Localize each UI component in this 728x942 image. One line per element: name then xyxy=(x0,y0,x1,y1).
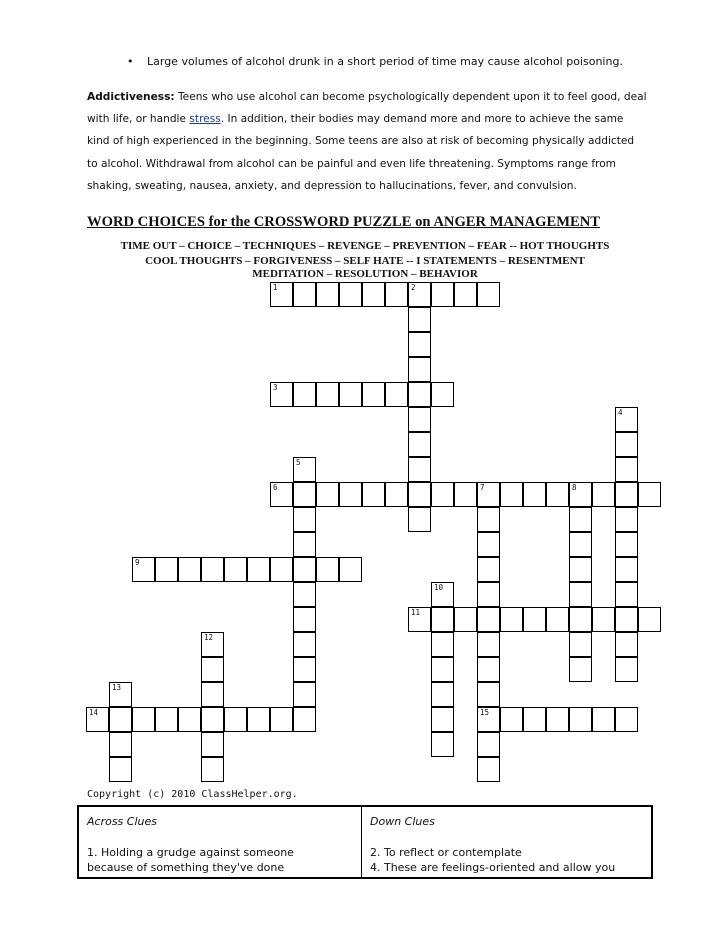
crossword-cell[interactable] xyxy=(201,682,224,707)
across-clue-line: because of something they've done xyxy=(87,861,285,874)
clues-table xyxy=(77,805,653,879)
clue-number: 3 xyxy=(273,383,278,392)
clue-number: 12 xyxy=(204,633,214,642)
crossword-cell[interactable] xyxy=(247,557,270,582)
crossword-cell[interactable] xyxy=(431,632,454,657)
crossword-cell[interactable] xyxy=(477,682,500,707)
crossword-cell[interactable] xyxy=(408,307,431,332)
copyright-text: Copyright (c) 2010 ClassHelper.org. xyxy=(87,789,298,800)
crossword-cell[interactable] xyxy=(316,557,339,582)
crossword-cell[interactable] xyxy=(178,557,201,582)
crossword-cell[interactable] xyxy=(431,657,454,682)
crossword-cell[interactable] xyxy=(270,382,293,407)
crossword-cell[interactable] xyxy=(224,557,247,582)
crossword-cell[interactable] xyxy=(201,632,224,657)
stress-link[interactable]: stress xyxy=(189,113,221,126)
crossword-cell[interactable] xyxy=(615,532,638,557)
crossword-cell[interactable] xyxy=(638,482,661,507)
crossword-cell[interactable] xyxy=(569,632,592,657)
crossword-cell[interactable] xyxy=(477,657,500,682)
crossword-cell[interactable] xyxy=(270,482,293,507)
crossword-cell[interactable] xyxy=(477,532,500,557)
crossword-cell[interactable] xyxy=(155,557,178,582)
crossword-cell[interactable] xyxy=(454,482,477,507)
crossword-cell[interactable] xyxy=(477,757,500,782)
crossword-cell[interactable] xyxy=(546,707,569,732)
crossword-cell[interactable] xyxy=(477,482,500,507)
crossword-cell[interactable] xyxy=(523,482,546,507)
crossword-cell[interactable] xyxy=(546,607,569,632)
crossword-cell[interactable] xyxy=(408,357,431,382)
crossword-cell[interactable] xyxy=(615,657,638,682)
clue-number: 8 xyxy=(572,483,577,492)
crossword-cell[interactable] xyxy=(592,482,615,507)
crossword-cell[interactable] xyxy=(201,757,224,782)
paragraph-text-2: . In addition, their bodies may demand more and more to achieve the same kind of high experienced in the beginning. Some teens are also at risk of becoming physically addicted to alcohol. Withdrawal from alcohol can be painful and even life threatening. Symptoms range from shaking, sweating, nausea, anxiety, and depression to hallucinations, fever, and convulsion. xyxy=(87,113,635,192)
down-clue-line: 4. These are feelings-oriented and allow you xyxy=(370,861,616,874)
crossword-cell[interactable] xyxy=(293,532,316,557)
crossword-cell[interactable] xyxy=(523,707,546,732)
clue-number: 11 xyxy=(411,608,421,617)
crossword-cell[interactable] xyxy=(569,582,592,607)
crossword-cell[interactable] xyxy=(270,707,293,732)
crossword-cell[interactable] xyxy=(569,657,592,682)
paragraph-label: Addictiveness: xyxy=(87,91,175,103)
crossword-cell[interactable] xyxy=(293,582,316,607)
crossword-cell[interactable] xyxy=(615,557,638,582)
crossword-cell[interactable] xyxy=(431,482,454,507)
crossword-cell[interactable] xyxy=(638,607,661,632)
down-clue-list xyxy=(370,845,615,875)
crossword-cell[interactable] xyxy=(431,382,454,407)
down-clue-line: 2. To reflect or contemplate xyxy=(370,846,522,859)
crossword-cell[interactable] xyxy=(270,557,293,582)
crossword-cell[interactable] xyxy=(523,607,546,632)
bullet-dot: • xyxy=(127,55,134,68)
crossword-cell[interactable] xyxy=(408,482,431,507)
crossword-cell[interactable] xyxy=(109,732,132,757)
crossword-cell[interactable] xyxy=(293,507,316,532)
crossword-cell[interactable] xyxy=(615,632,638,657)
crossword-cell[interactable] xyxy=(339,282,362,307)
crossword-cell[interactable] xyxy=(615,407,638,432)
crossword-cell[interactable] xyxy=(615,607,638,632)
paragraph-text-1: Teens who use alcohol can become psychologically dependent upon it to feel good, deal with life, or handle xyxy=(87,91,647,126)
crossword-cell[interactable] xyxy=(615,482,638,507)
crossword-cell[interactable] xyxy=(615,507,638,532)
crossword-cell[interactable] xyxy=(201,657,224,682)
clue-number: 1 xyxy=(273,283,278,292)
across-clue-line: 1. Holding a grudge against someone xyxy=(87,846,294,859)
crossword-cell[interactable] xyxy=(362,482,385,507)
crossword-cell[interactable] xyxy=(408,457,431,482)
crossword-cell[interactable] xyxy=(293,682,316,707)
crossword-cell[interactable] xyxy=(293,557,316,582)
crossword-cell[interactable] xyxy=(408,432,431,457)
crossword-cell[interactable] xyxy=(316,382,339,407)
crossword-cell[interactable] xyxy=(362,282,385,307)
clue-number: 4 xyxy=(618,408,623,417)
crossword-cell[interactable] xyxy=(615,432,638,457)
crossword-cell[interactable] xyxy=(431,707,454,732)
crossword-cell[interactable] xyxy=(477,707,500,732)
clue-number: 10 xyxy=(434,583,444,592)
crossword-cell[interactable] xyxy=(132,707,155,732)
crossword-cell[interactable] xyxy=(385,382,408,407)
crossword-cell[interactable] xyxy=(477,507,500,532)
clue-number: 14 xyxy=(89,708,99,717)
crossword-cell[interactable] xyxy=(546,482,569,507)
crossword-cell[interactable] xyxy=(293,382,316,407)
crossword-cell[interactable] xyxy=(477,607,500,632)
crossword-cell[interactable] xyxy=(500,707,523,732)
crossword-cell[interactable] xyxy=(201,557,224,582)
crossword-cell[interactable] xyxy=(408,407,431,432)
crossword-cell[interactable] xyxy=(500,482,523,507)
crossword-cell[interactable] xyxy=(201,732,224,757)
down-clues-header: Down Clues xyxy=(370,815,435,828)
crossword-cell[interactable] xyxy=(109,707,132,732)
crossword-cell[interactable] xyxy=(362,382,385,407)
clue-number: 2 xyxy=(411,283,416,292)
crossword-cell[interactable] xyxy=(316,482,339,507)
crossword-cell[interactable] xyxy=(569,532,592,557)
crossword-cell[interactable] xyxy=(569,482,592,507)
crossword-cell[interactable] xyxy=(270,282,293,307)
crossword-cell[interactable] xyxy=(293,457,316,482)
clue-number: 9 xyxy=(135,558,140,567)
across-clues-column xyxy=(79,807,362,877)
crossword-cell[interactable] xyxy=(454,282,477,307)
crossword-cell[interactable] xyxy=(592,607,615,632)
crossword-cell[interactable] xyxy=(293,707,316,732)
crossword-cell[interactable] xyxy=(431,732,454,757)
crossword-cell[interactable] xyxy=(86,707,109,732)
clue-number: 5 xyxy=(296,458,301,467)
crossword-cell[interactable] xyxy=(477,557,500,582)
crossword-cell[interactable] xyxy=(155,707,178,732)
crossword-cell[interactable] xyxy=(316,282,339,307)
crossword-cell[interactable] xyxy=(615,457,638,482)
clue-number: 15 xyxy=(480,708,490,717)
crossword-cell[interactable] xyxy=(293,657,316,682)
crossword-cell[interactable] xyxy=(431,607,454,632)
word-choices-line-1: TIME OUT – CHOICE – TECHNIQUES – REVENGE – PREVENTION – FEAR -- HOT THOUGHTS xyxy=(120,240,610,252)
crossword-cell[interactable] xyxy=(408,282,431,307)
crossword-cell[interactable] xyxy=(339,557,362,582)
crossword-cell[interactable] xyxy=(569,707,592,732)
crossword-cell[interactable] xyxy=(339,482,362,507)
crossword-cell[interactable] xyxy=(454,607,477,632)
crossword-cell[interactable] xyxy=(293,482,316,507)
crossword-cell[interactable] xyxy=(293,282,316,307)
crossword-cell[interactable] xyxy=(477,732,500,757)
crossword-cell[interactable] xyxy=(247,707,270,732)
crossword-cell[interactable] xyxy=(500,607,523,632)
crossword-cell[interactable] xyxy=(132,557,155,582)
crossword-cell[interactable] xyxy=(178,707,201,732)
crossword-cell[interactable] xyxy=(477,632,500,657)
crossword-cell[interactable] xyxy=(431,682,454,707)
crossword-cell[interactable] xyxy=(569,607,592,632)
crossword-cell[interactable] xyxy=(569,507,592,532)
crossword-cell[interactable] xyxy=(615,582,638,607)
crossword-cell[interactable] xyxy=(477,582,500,607)
crossword-cell[interactable] xyxy=(293,607,316,632)
clue-number: 6 xyxy=(273,483,278,492)
crossword-cell[interactable] xyxy=(569,557,592,582)
down-clues-column xyxy=(362,807,651,877)
across-clue-list xyxy=(87,845,294,875)
crossword-cell[interactable] xyxy=(592,707,615,732)
crossword-cell[interactable] xyxy=(293,632,316,657)
word-choices-line-3: MEDITATION – RESOLUTION – BEHAVIOR xyxy=(252,268,478,280)
crossword-cell[interactable] xyxy=(431,282,454,307)
crossword-cell[interactable] xyxy=(109,682,132,707)
crossword-cell[interactable] xyxy=(109,757,132,782)
clue-number: 7 xyxy=(480,483,485,492)
crossword-cell[interactable] xyxy=(477,282,500,307)
clue-number: 13 xyxy=(112,683,122,692)
crossword-cell[interactable] xyxy=(408,382,431,407)
addictiveness-paragraph xyxy=(87,86,647,197)
crossword-cell[interactable] xyxy=(224,707,247,732)
word-choices-title: WORD CHOICES for the CROSSWORD PUZZLE on ANGER MANAGEMENT xyxy=(87,214,600,230)
crossword-cell[interactable] xyxy=(385,282,408,307)
bullet-text: Large volumes of alcohol drunk in a short period of time may cause alcohol poisoning. xyxy=(147,55,623,68)
crossword-cell[interactable] xyxy=(615,707,638,732)
crossword-cell[interactable] xyxy=(408,607,431,632)
word-choices-line-2: COOL THOUGHTS – FORGIVENESS – SELF HATE -- I STATEMENTS – RESENTMENT xyxy=(145,255,585,267)
crossword-cell[interactable] xyxy=(431,582,454,607)
across-clues-header: Across Clues xyxy=(87,815,157,828)
crossword-cell[interactable] xyxy=(408,507,431,532)
crossword-cell[interactable] xyxy=(339,382,362,407)
crossword-cell[interactable] xyxy=(408,332,431,357)
crossword-cell[interactable] xyxy=(385,482,408,507)
crossword-cell[interactable] xyxy=(201,707,224,732)
